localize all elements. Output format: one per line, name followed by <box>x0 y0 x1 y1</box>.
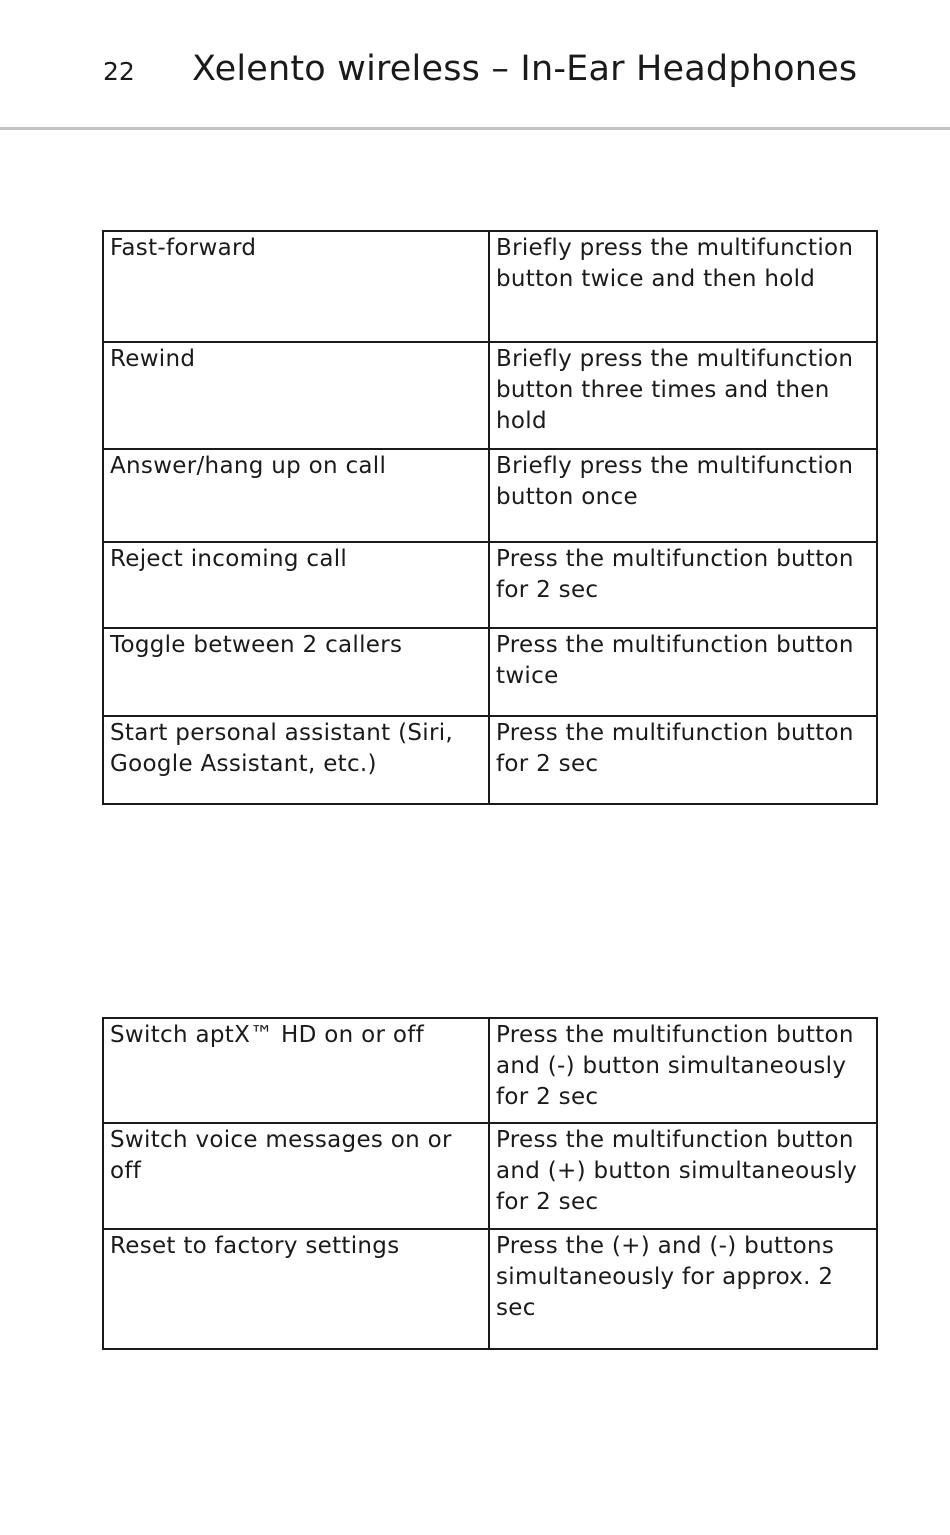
page-number: 22 <box>103 57 135 86</box>
function-cell: Toggle between 2 callers <box>103 628 489 716</box>
page-header <box>0 0 950 130</box>
action-cell: Briefly press the multifunction button three times and then hold <box>489 342 877 449</box>
action-cell: Press the multifunction button for 2 sec <box>489 716 877 804</box>
function-cell: Rewind <box>103 342 489 449</box>
function-cell: Reset to factory settings <box>103 1229 489 1349</box>
action-cell: Briefly press the multifunction button once <box>489 449 877 542</box>
function-cell: Reject incoming call <box>103 542 489 628</box>
action-cell: Press the multifunction button and (+) button simultaneously for 2 sec <box>489 1123 877 1229</box>
table-row <box>103 342 877 449</box>
function-cell: Start personal assistant (Siri, Google Assistant, etc.) <box>103 716 489 804</box>
action-cell: Press the multifunction button and (-) button simultaneously for 2 sec <box>489 1018 877 1123</box>
function-cell: Switch voice messages on or off <box>103 1123 489 1229</box>
table-row <box>103 1229 877 1349</box>
action-cell: Press the multifunction button twice <box>489 628 877 716</box>
function-cell: Switch aptX™ HD on or off <box>103 1018 489 1123</box>
table-row <box>103 1123 877 1229</box>
controls-table-playback-calls <box>102 230 878 805</box>
table-row <box>103 628 877 716</box>
table-row <box>103 449 877 542</box>
table-row <box>103 231 877 342</box>
table-row <box>103 542 877 628</box>
page-title: Xelento wireless – In-Ear Headphones <box>192 49 858 89</box>
action-cell: Briefly press the multifunction button twice and then hold <box>489 231 877 342</box>
table-row <box>103 1018 877 1123</box>
function-cell: Fast-forward <box>103 231 489 342</box>
table-row <box>103 716 877 804</box>
action-cell: Press the multifunction button for 2 sec <box>489 542 877 628</box>
controls-table-settings <box>102 1017 878 1350</box>
function-cell: Answer/hang up on call <box>103 449 489 542</box>
action-cell: Press the (+) and (-) buttons simultaneously for approx. 2 sec <box>489 1229 877 1349</box>
